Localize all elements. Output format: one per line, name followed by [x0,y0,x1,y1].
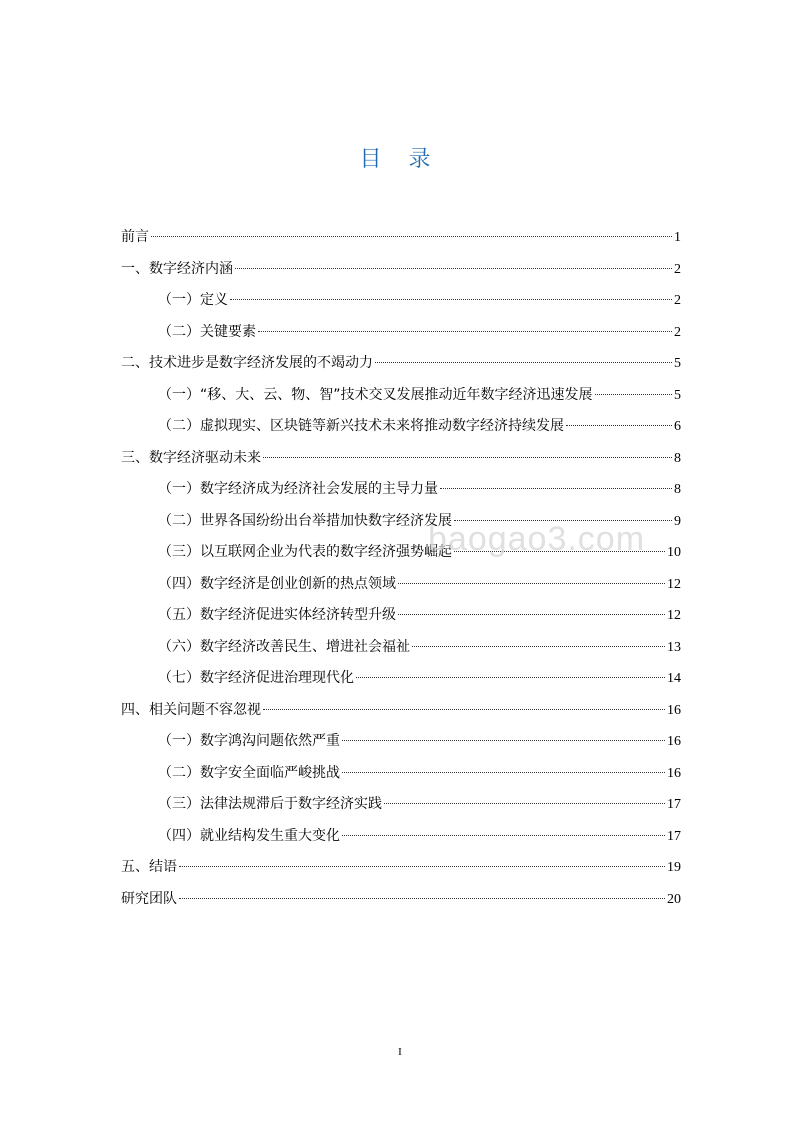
toc-entry-label: （二）关键要素 [158,323,256,340]
toc-entry-page: 13 [667,639,681,655]
watermark: baogao3.com [428,520,646,558]
toc-dot-leader [412,646,665,647]
toc-dot-leader [235,268,672,269]
toc-dot-leader [595,394,672,395]
toc-dot-leader [230,299,672,300]
toc-dot-leader [398,583,665,584]
toc-entry[interactable] [121,537,681,569]
toc-entry-label: （一）数字经济成为经济社会发展的主导力量 [158,481,438,497]
toc-entry[interactable] [121,254,681,286]
toc-entry-label: 五、结语 [121,859,177,875]
toc-entry-label: （三）以互联网企业为代表的数字经济强势崛起 [158,544,452,560]
toc-entry[interactable] [121,411,681,443]
toc-dot-leader [263,457,672,458]
toc-entry[interactable] [121,443,681,475]
toc-entry-page: 8 [674,482,681,497]
page-title: 目 录 [359,147,441,172]
toc-entry-page: 8 [674,450,681,466]
toc-entry[interactable] [121,852,681,884]
toc-entry[interactable] [121,506,681,538]
toc-entry-label: （二）世界各国纷纷出台举措加快数字经济发展 [158,512,452,529]
toc-entry-label: （四）就业结构发生重大变化 [158,827,340,844]
toc-dot-leader [151,236,672,237]
toc-entry-page: 16 [667,702,681,718]
toc-dot-leader [454,551,665,552]
toc-entry[interactable] [121,821,681,853]
toc-entry-page: 2 [674,324,681,340]
toc-entry[interactable] [121,285,681,317]
table-of-contents [121,222,681,915]
toc-entry-page: 20 [667,891,681,907]
toc-dot-leader [258,331,672,332]
toc-entry-label: （一）“移、大、云、物、智”技术交叉发展推动近年数字经济迅速发展 [158,386,593,403]
toc-entry-label: （二）虚拟现实、区块链等新兴技术未来将推动数字经济持续发展 [158,418,564,434]
toc-entry[interactable] [121,632,681,664]
toc-entry[interactable] [121,884,681,916]
toc-entry-page: 2 [674,293,681,308]
toc-entry[interactable] [121,222,681,254]
toc-dot-leader [342,835,665,836]
toc-entry-page: 5 [674,387,681,403]
toc-dot-leader [179,898,665,899]
toc-entry[interactable] [121,569,681,601]
toc-entry[interactable] [121,317,681,349]
toc-dot-leader [342,740,665,741]
toc-entry[interactable] [121,380,681,412]
toc-dot-leader [342,772,665,773]
toc-entry-page: 17 [667,797,681,812]
toc-entry[interactable] [121,348,681,380]
toc-entry[interactable] [121,663,681,695]
toc-entry-label: 前言 [121,229,149,245]
toc-entry-label: （七）数字经济促进治理现代化 [158,670,354,686]
toc-entry[interactable] [121,726,681,758]
toc-entry-label: 三、数字经济驱动未来 [121,449,261,466]
toc-entry-label: （一）数字鸿沟问题依然严重 [158,733,340,749]
toc-dot-leader [384,803,665,804]
toc-entry-label: （四）数字经济是创业创新的热点领域 [158,575,396,592]
toc-dot-leader [356,677,665,678]
toc-entry-page: 12 [667,576,681,592]
toc-entry[interactable] [121,600,681,632]
toc-entry-page: 9 [674,513,681,529]
toc-entry-page: 10 [667,545,681,560]
toc-entry-page: 16 [667,734,681,749]
toc-entry[interactable] [121,789,681,821]
toc-dot-leader [440,488,672,489]
toc-entry-page: 1 [674,230,681,245]
toc-entry-page: 5 [674,356,681,371]
toc-entry[interactable] [121,695,681,727]
toc-entry-page: 14 [667,671,681,686]
toc-entry-page: 6 [674,419,681,434]
toc-entry-label: 一、数字经济内涵 [121,260,233,277]
toc-dot-leader [375,362,672,363]
toc-entry-label: （二）数字安全面临严峻挑战 [158,764,340,781]
toc-entry-label: 研究团队 [121,890,177,907]
toc-entry-label: 四、相关问题不容忽视 [121,701,261,718]
toc-dot-leader [454,520,672,521]
toc-entry-label: 二、技术进步是数字经济发展的不竭动力 [121,355,373,371]
toc-entry-page: 2 [674,261,681,277]
toc-entry-label: （三）法律法规滞后于数字经济实践 [158,796,382,812]
toc-entry-page: 12 [667,608,681,623]
toc-entry-label: （五）数字经济促进实体经济转型升级 [158,607,396,623]
toc-entry-page: 16 [667,765,681,781]
toc-dot-leader [398,614,665,615]
toc-dot-leader [263,709,665,710]
toc-dot-leader [179,866,665,867]
toc-entry-page: 17 [667,828,681,844]
toc-entry[interactable] [121,474,681,506]
toc-entry-page: 19 [667,860,681,875]
toc-entry-label: （一）定义 [158,292,228,308]
toc-entry-label: （六）数字经济改善民生、增进社会福祉 [158,638,410,655]
toc-dot-leader [566,425,672,426]
page-number: I [398,1046,402,1058]
toc-entry[interactable] [121,758,681,790]
